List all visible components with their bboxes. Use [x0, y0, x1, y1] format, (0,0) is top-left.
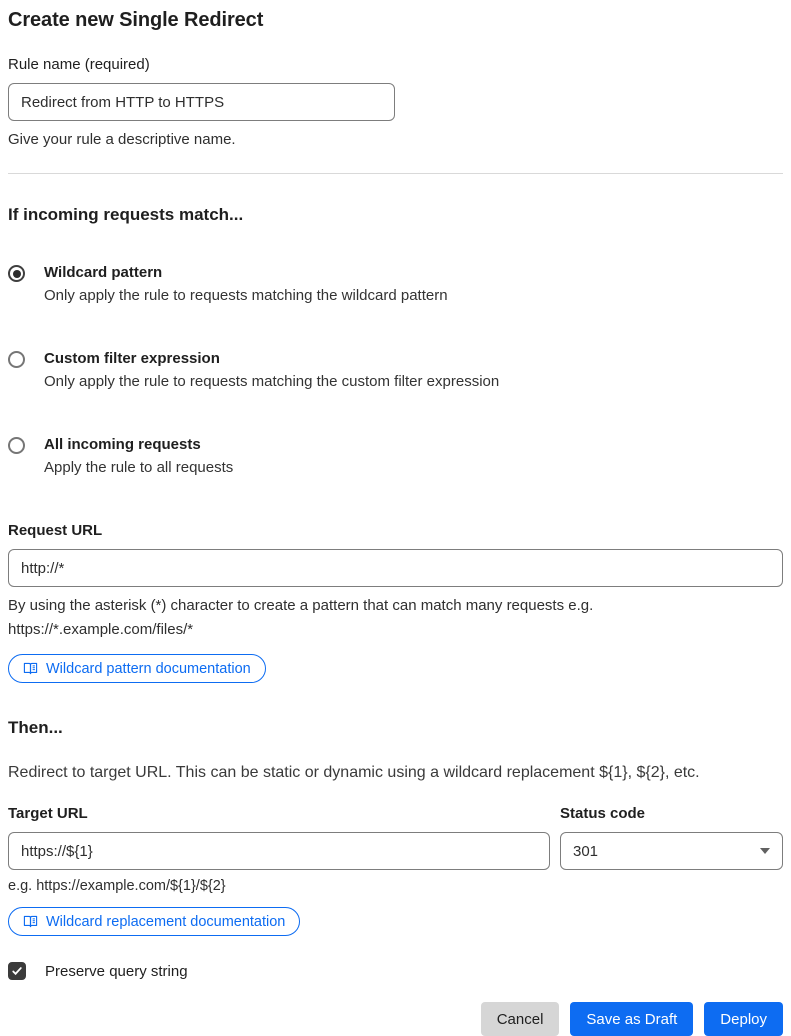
request-url-label: Request URL	[8, 522, 103, 539]
radio-option-custom-filter[interactable]	[8, 350, 783, 391]
wildcard-pattern-doc-button[interactable]	[8, 654, 266, 683]
target-url-label: Target URL	[8, 805, 88, 822]
radio-option-label: Custom filter expression	[44, 350, 220, 367]
wildcard-replacement-doc-button[interactable]	[8, 907, 300, 936]
radio-button-icon[interactable]	[8, 351, 25, 368]
then-section-heading: Then...	[8, 718, 63, 737]
status-code-select[interactable]	[560, 832, 783, 870]
save-draft-button[interactable]: Save as Draft	[570, 1002, 693, 1036]
caret-down-icon	[760, 848, 770, 854]
book-icon	[23, 661, 38, 676]
status-code-value: 301	[573, 842, 599, 860]
request-url-help	[8, 594, 783, 642]
then-section-description: Redirect to target URL. This can be static or dynamic using a wildcard replacement ${1}, ${2}, etc.	[8, 764, 700, 781]
status-code-label: Status code	[560, 805, 646, 822]
book-icon	[23, 914, 38, 929]
radio-option-description: Only apply the rule to requests matching the wildcard pattern	[44, 287, 448, 304]
target-url-input[interactable]	[8, 832, 550, 870]
deploy-button[interactable]: Deploy	[704, 1002, 783, 1036]
request-url-help-line2: https://*.example.com/files/*	[8, 621, 194, 638]
radio-option-description: Apply the rule to all requests	[44, 459, 234, 476]
target-status-row	[8, 805, 783, 895]
preserve-query-row[interactable]	[8, 962, 783, 980]
radio-option-label: All incoming requests	[44, 436, 201, 453]
preserve-query-label: Preserve query string	[45, 962, 188, 980]
check-icon	[11, 965, 23, 977]
page-title: Create new Single Redirect	[8, 9, 264, 31]
rule-name-input[interactable]	[8, 83, 395, 121]
rule-name-help: Give your rule a descriptive name.	[8, 131, 236, 148]
match-type-radio-group	[8, 264, 783, 477]
footer-actions	[8, 1002, 783, 1036]
section-divider	[8, 173, 783, 174]
radio-button-icon[interactable]	[8, 437, 25, 454]
wildcard-pattern-doc-label: Wildcard pattern documentation	[46, 660, 251, 677]
radio-option-all-requests[interactable]	[8, 436, 783, 477]
request-url-help-line1: By using the asterisk (*) character to create a pattern that can match many requests e.g.	[8, 597, 594, 614]
radio-option-wildcard-pattern[interactable]	[8, 264, 783, 305]
rule-name-label: Rule name (required)	[8, 56, 150, 73]
match-section-heading: If incoming requests match...	[8, 205, 244, 224]
request-url-input[interactable]	[8, 549, 783, 587]
radio-option-label: Wildcard pattern	[44, 264, 163, 281]
cancel-button[interactable]: Cancel	[481, 1002, 560, 1036]
preserve-query-checkbox[interactable]	[8, 962, 26, 980]
radio-option-description: Only apply the rule to requests matching the custom filter expression	[44, 373, 500, 390]
radio-button-icon[interactable]	[8, 265, 25, 282]
target-url-help: e.g. https://example.com/${1}/${2}	[8, 878, 226, 894]
wildcard-replacement-doc-label: Wildcard replacement documentation	[46, 913, 286, 930]
